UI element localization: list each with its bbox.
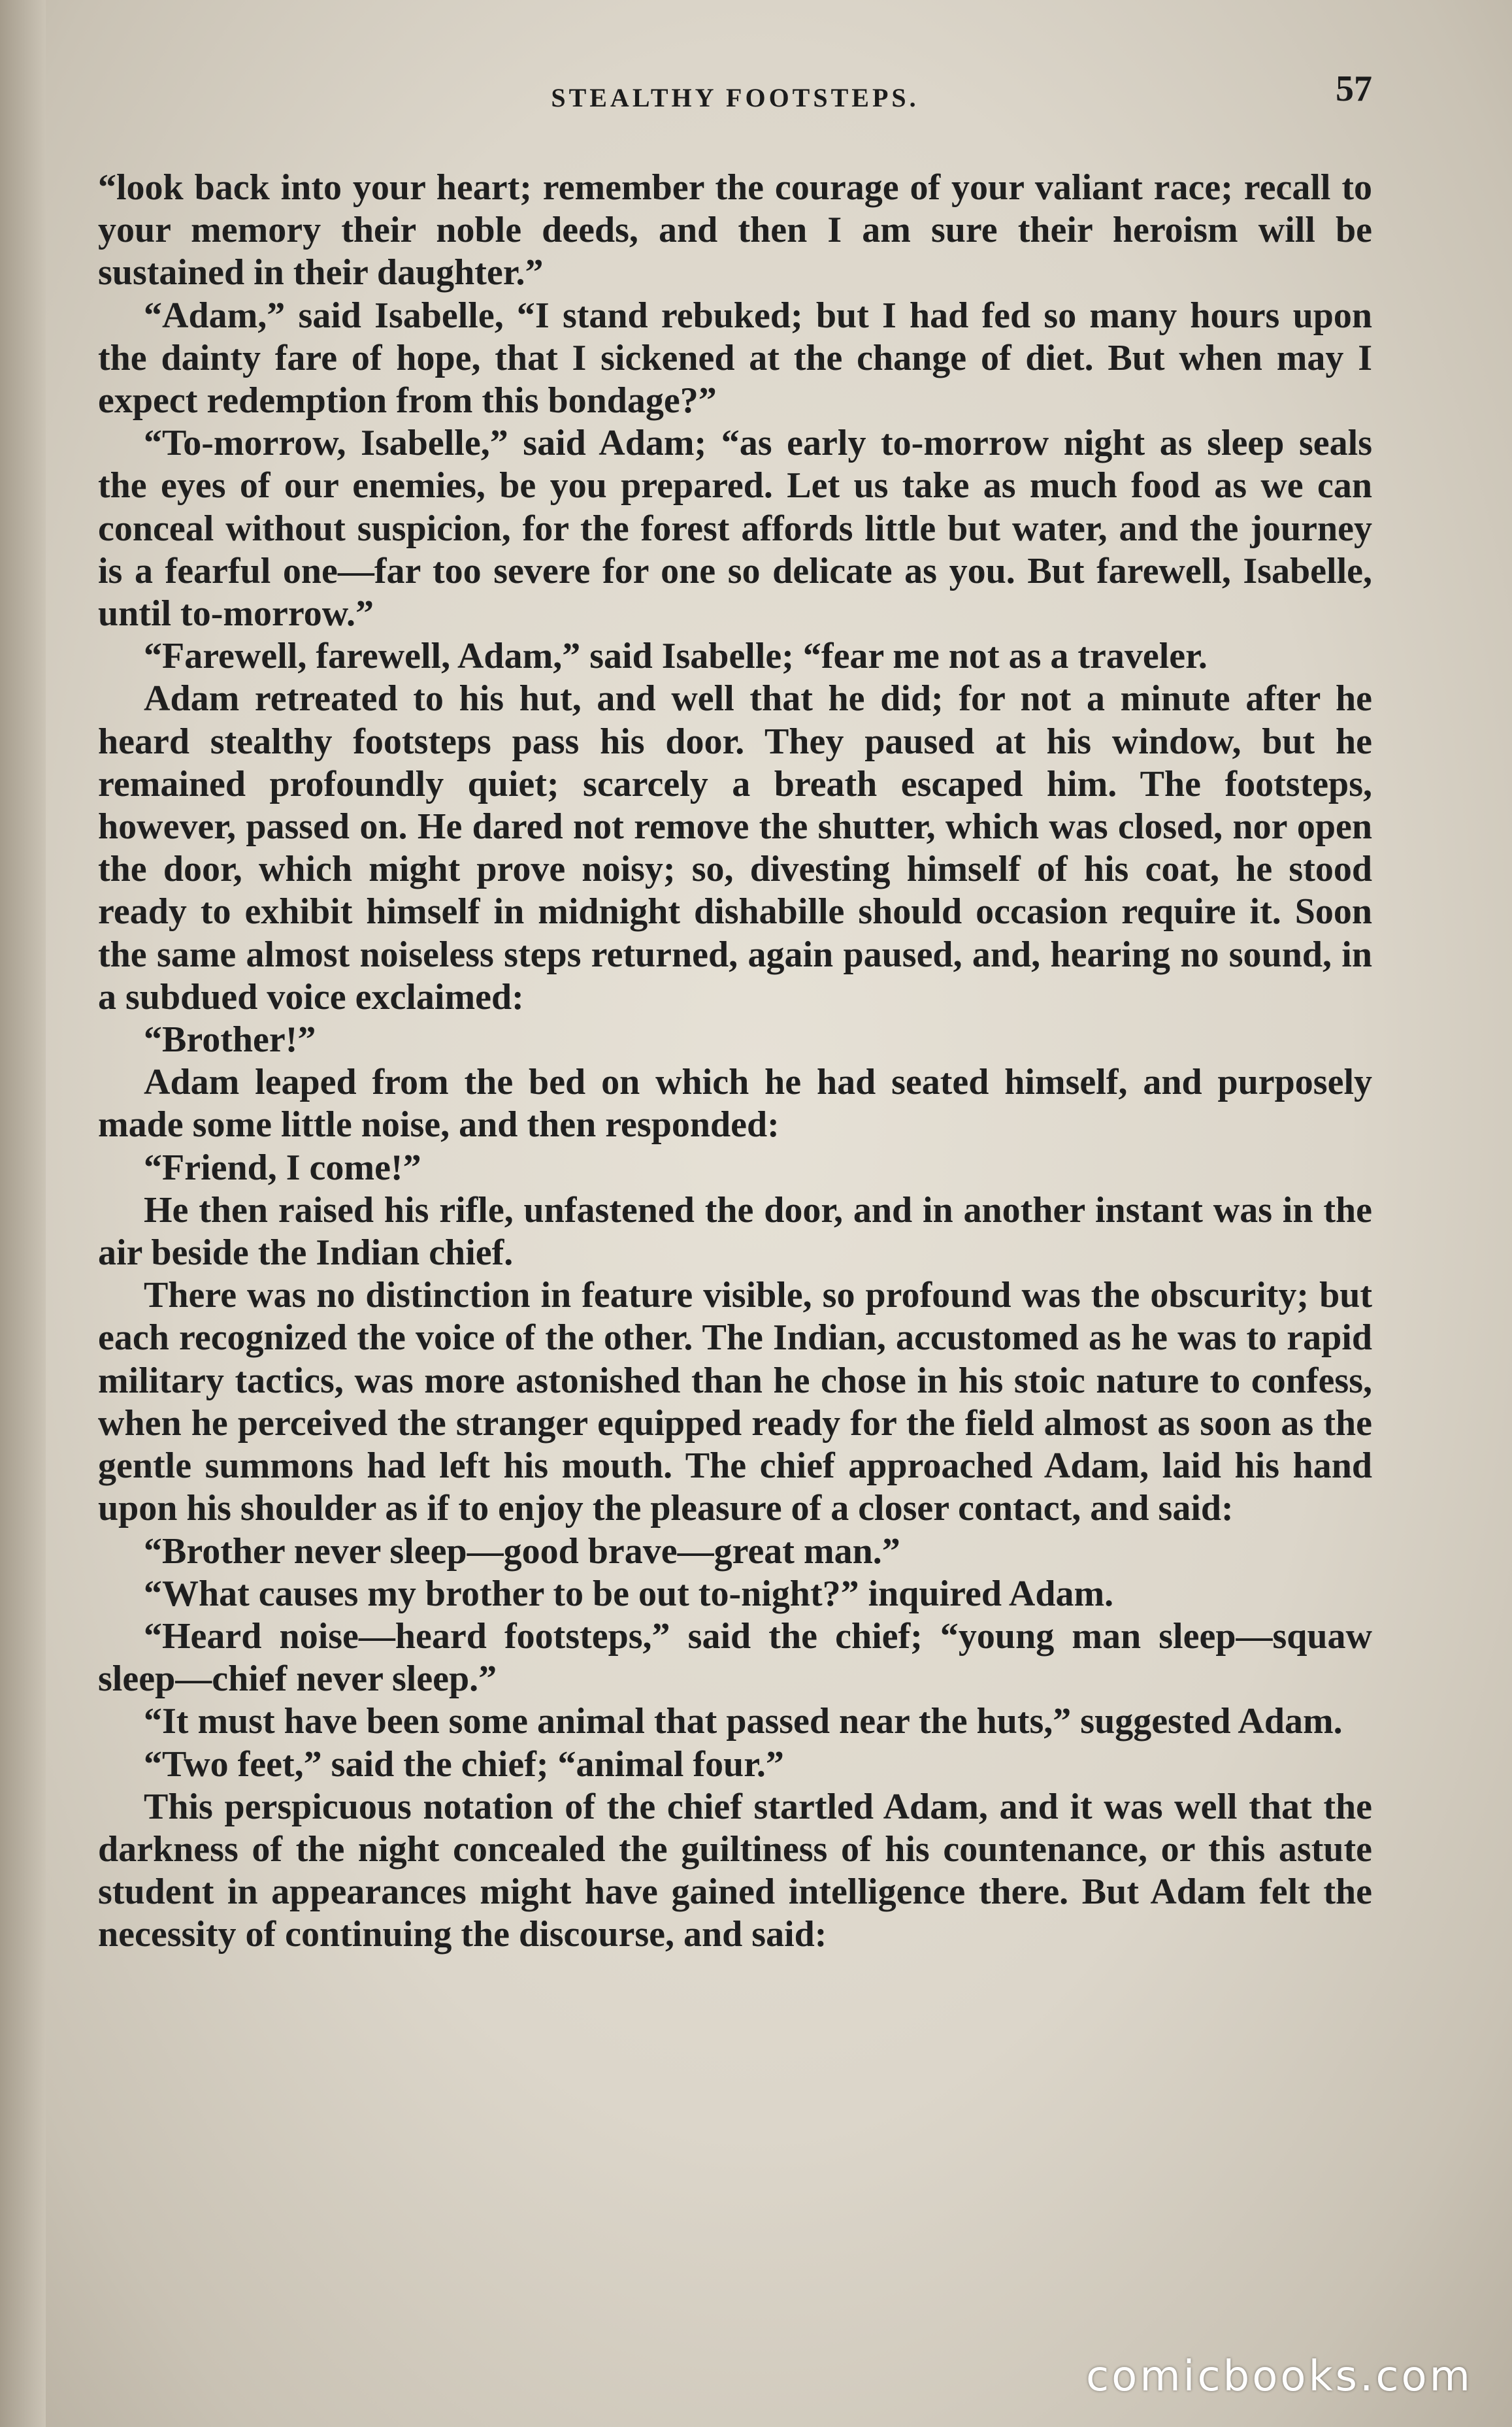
paragraph: “Adam,” said Isabelle, “I stand rebuked; but I had fed so many hours upon the dainty fare of hope, that I sickened at the change of diet. But when may I expect redemption from this bondage?” [98,295,1372,421]
paragraph: “It must have been some animal that passed near the huts,” suggested Adam. [144,1701,1343,1742]
paragraph: “Brother never sleep—good brave—great man.” [144,1530,900,1572]
paragraph: “Two feet,” said the chief; “animal four.” [144,1743,784,1785]
paragraph: “Brother!” [144,1019,316,1061]
paragraph: Adam retreated to his hut, and well that he did; for not a minute after he heard stealthy footsteps pass his door. They paused at his window, but he remained profoundly quiet; scarcely a breath escaped him. The footsteps, however, passed on. He dared not remove the shutter, which was closed, nor open the door, which might prove noisy; so, divesting himself of his coat, he stood ready to exhibit himself in midnight dishabille should occasion require it. Soon the same almost noiseless steps returned, again paused, and, hearing no sound, in a subdued voice exclaimed: [98,678,1372,1017]
paragraph: “Heard noise—heard footsteps,” said the chief; “young man sleep—squaw sleep—chief never sleep.” [98,1615,1372,1700]
paragraph: “What causes my brother to be out to-night?” inquired Adam. [144,1573,1114,1614]
paragraph: Adam leaped from the bed on which he had seated himself, and purposely made some little noise, and then responded: [98,1062,1372,1146]
paragraph: “Farewell, farewell, Adam,” said Isabelle; “fear me not as a traveler. [144,636,1208,677]
page-header [98,65,1372,118]
watermark: comicbooks.com [1085,2353,1473,2401]
paragraph: There was no distinction in feature visible, so profound was the obscurity; but each recognized the voice of the other. The Indian, accustomed as he was to rapid military tactics, was more astonished than he chose in his stoic nature to confess, when he perceived the stranger equipped ready for the field almost as soon as the gentle summons had left his mouth. The chief approached Adam, laid his hand upon his shoulder as if to enjoy the pleasure of a closer contact, and said: [98,1275,1372,1529]
page-number: 57 [1336,69,1372,109]
paragraph: “look back into your heart; remember the courage of your valiant race; recall to your memory their noble deeds, and then I am sure their heroism will be sustained in their daughter.” [98,167,1372,293]
paragraph: “Friend, I come!” [144,1147,421,1188]
paragraph: He then raised his rifle, unfastened the door, and in another instant was in the air beside the Indian chief. [98,1189,1372,1274]
paragraph: This perspicuous notation of the chief startled Adam, and it was well that the darkness of the night concealed the guiltiness of his countenance, or this astute student in appearances might have gained intelligence there. But Adam felt the necessity of continuing the discourse, and said: [98,1786,1372,1955]
paragraph: “To-morrow, Isabelle,” said Adam; “as early to-morrow night as sleep seals the eyes of our enemies, be you prepared. Let us take as much food as we can conceal without suspicion, for the forest affords little but water, and the journey is a fearful one—far too severe for one so delicate as you. But farewell, Isabelle, until to-morrow.” [98,423,1372,635]
running-head: STEALTHY FOOTSTEPS. [551,83,919,112]
body-text [98,167,1372,1956]
page-edge-shadow [0,0,46,2427]
